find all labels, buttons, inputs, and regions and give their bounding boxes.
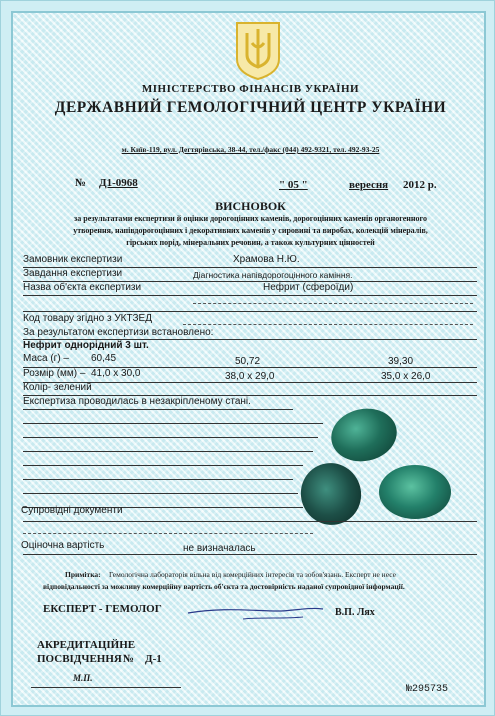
object-value: Нефрит (сфероїди) xyxy=(263,282,354,293)
footer-note-label: Примітка: xyxy=(65,570,101,579)
row-rule xyxy=(23,493,298,494)
doc-number: Д1-0968 xyxy=(99,177,138,189)
size-value-1: 41,0 x 30,0 xyxy=(91,368,141,379)
doc-subtitle-1: за результатами експертизи й оцінки дорогоцінних каменів, дорогоцінних каменів органогенного xyxy=(74,214,427,223)
accred-line-1: АКРЕДИТАЦІЙНЕ xyxy=(37,639,136,651)
value-label: Оціночна вартість xyxy=(21,540,105,551)
footer-note-line-1: Гемологічна лабораторія вільна від комерційних інтересів та зобов'язань. Експерт не несе xyxy=(109,570,396,579)
trident-emblem-icon xyxy=(233,19,283,81)
object-label: Назва об'єкта експертизи xyxy=(23,282,142,293)
stamp-label: М.П. xyxy=(73,673,93,683)
nephrite-stone-1 xyxy=(326,403,401,468)
size-value-2: 38,0 x 29,0 xyxy=(225,371,275,382)
row-rule xyxy=(23,479,293,480)
size-value-3: 35,0 x 26,0 xyxy=(381,371,431,382)
size-label: Розмір (мм) – xyxy=(23,368,86,379)
expert-signature-icon xyxy=(183,599,333,625)
accred-no: Д-1 xyxy=(145,653,162,665)
dotted-line xyxy=(23,533,313,534)
code-label: Код товару згідно з УКТЗЕД xyxy=(23,313,152,324)
mass-value-2: 50,72 xyxy=(235,356,261,367)
task-value: Діагностика напівдорогоцінного каміння. xyxy=(193,270,353,280)
row-rule xyxy=(23,554,477,555)
row-rule xyxy=(23,423,323,424)
customer-value: Храмова Н.Ю. xyxy=(233,254,300,265)
mass-value-1: 60,45 xyxy=(91,353,117,364)
expert-label: ЕКСПЕРТ - ГЕМОЛОГ xyxy=(43,603,162,615)
note-text: Експертиза проводилась в незакріпленому стані. xyxy=(23,396,251,407)
certificate-frame xyxy=(11,11,486,707)
serial-number: №295735 xyxy=(406,684,449,695)
row-rule xyxy=(23,465,303,466)
row-rule xyxy=(23,451,313,452)
gemstone-photo xyxy=(293,399,463,529)
result-label: За результатом експертизи встановлено: xyxy=(23,327,214,338)
doc-subtitle-2: утворення, напівдорогоцінних і декоративних каменів у сировині та виробах, колекцій мінералів, xyxy=(73,226,428,235)
doc-title: ВИСНОВОК xyxy=(215,199,286,213)
row-rule xyxy=(23,311,477,312)
row-rule xyxy=(23,409,293,410)
task-label: Завдання експертизи xyxy=(23,268,123,279)
dotted-line xyxy=(193,303,473,304)
mass-value-3: 39,30 xyxy=(388,356,414,367)
expert-name: В.П. Лях xyxy=(335,607,375,618)
accred-no-label: № xyxy=(123,653,135,665)
doc-date-month: вересня xyxy=(349,179,389,191)
nephrite-stone-3 xyxy=(379,465,451,519)
row-rule xyxy=(23,437,318,438)
center-title: ДЕРЖАВНИЙ ГЕМОЛОГІЧНИЙ ЦЕНТР УКРАЇНИ xyxy=(54,99,447,116)
accred-line-2: ПОСВІДЧЕННЯ xyxy=(37,653,122,665)
customer-label: Замовник експертизи xyxy=(23,254,123,265)
doc-date-year: 2012 р. xyxy=(403,179,437,191)
mass-label: Маса (г) – xyxy=(23,353,69,364)
row-rule xyxy=(23,521,477,522)
doc-date-day: " 05 " xyxy=(279,179,308,191)
doc-subtitle-3: гірських порід, мінеральних речовин, а також культурних цінностей xyxy=(126,238,375,247)
footer-note-line-2: відповідальності за можливу комерційну вартість об'єкта та достовірність наданої супровідної інформації. xyxy=(43,582,405,591)
dotted-line xyxy=(183,324,473,325)
value-value: не визначалась xyxy=(183,543,256,554)
stamp-rule xyxy=(31,687,181,688)
docs-label: Супровідні документи xyxy=(21,505,123,516)
color-label: Колір- зелений xyxy=(23,382,92,393)
doc-number-label: № xyxy=(75,177,87,189)
row-rule xyxy=(23,295,477,296)
ministry-title: МІНІСТЕРСТВО ФІНАНСІВ УКРАЇНИ xyxy=(141,83,360,95)
address-line: м. Київ-119, вул. Дегтярівська, 38-44, тел./факс (044) 492-9321, тел. 492-93-25 xyxy=(121,145,380,154)
result-title: Нефрит однорідний 3 шт. xyxy=(23,340,149,351)
